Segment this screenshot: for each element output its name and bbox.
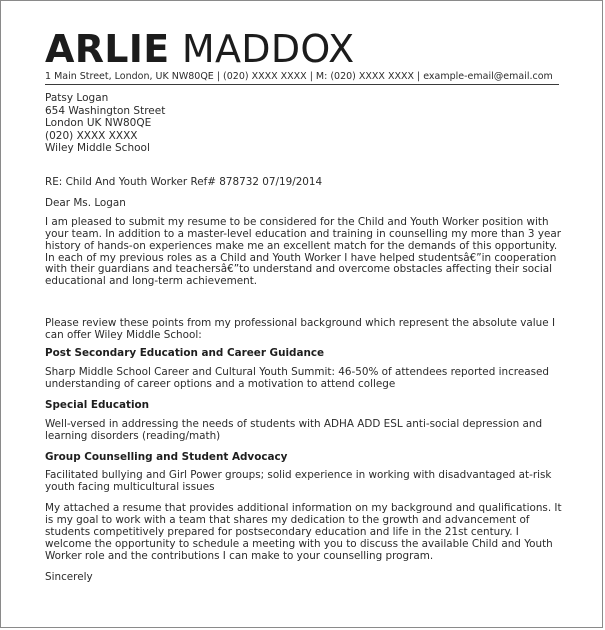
intro-paragraph: I am pleased to submit my resume to be considered for the Child and Youth Worker position with your team. In addition to a master-level education and training in counselling my more than 3 year history of hands-on experiences make me an excellent match for the demands of this opportunity. In each of my previous roles as a Child and Youth Worker I have helped studentsâ€”in cooperation with their guardians and teachersâ€”to understand and overcome obstacles affecting their social educational and long-term achievement.	[45, 215, 562, 288]
section-heading: Post Secondary Education and Career Guidance	[45, 347, 325, 360]
section-heading: Group Counselling and Student Advocacy	[45, 450, 288, 463]
review-paragraph: Please review these points from my professional background which represent the absolute value I can offer Wiley Middle School:	[45, 317, 556, 342]
last-name: MADDOX	[181, 27, 355, 71]
recipient-phone: (020) XXXX XXXX	[45, 129, 138, 142]
contact-line: 1 Main Street, London, UK NW80QE | (020) XXXX XXXX | M: (020) XXXX XXXX | example-email@email.com	[45, 70, 559, 85]
section-heading: Special Education	[45, 398, 150, 411]
letter-body	[45, 177, 563, 584]
salutation: Dear Ms. Logan	[45, 196, 126, 209]
section-text: Well-versed in addressing the needs of students with ADHA ADD ESL anti-social depression and learning disorders (reading/math)	[45, 417, 543, 442]
first-name: ARLIE	[45, 27, 170, 71]
closing: Sincerely	[45, 570, 93, 583]
section-text: Facilitated bullying and Girl Power groups; solid experience in working with disadvantaged at-risk youth facing multicultural issues	[45, 469, 552, 494]
section-text: Sharp Middle School Career and Cultural Youth Summit: 46-50% of attendees reported increased understanding of career options and a motivation to attend college	[45, 365, 549, 390]
recipient-name: Patsy Logan	[45, 92, 109, 104]
reference-line: RE: Child And Youth Worker Ref# 878732 07/19/2014	[45, 176, 323, 188]
recipient-city: London UK NW80QE	[45, 117, 152, 130]
applicant-name	[45, 27, 355, 71]
recipient-address	[45, 92, 165, 155]
attached-paragraph: My attached a resume that provides additional information on my background and qualifications. It is my goal to work with a team that shares my dedication to the growth and advancement of students competitively prepared for postsecondary education and life in the 21st century. I welcome the opportunity to schedule a meeting with you to discuss the available Child and Youth Worker role and the contributions I can make to your counselling program.	[45, 502, 562, 562]
recipient-organization: Wiley Middle School	[45, 142, 150, 155]
recipient-street: 654 Washington Street	[45, 104, 166, 117]
